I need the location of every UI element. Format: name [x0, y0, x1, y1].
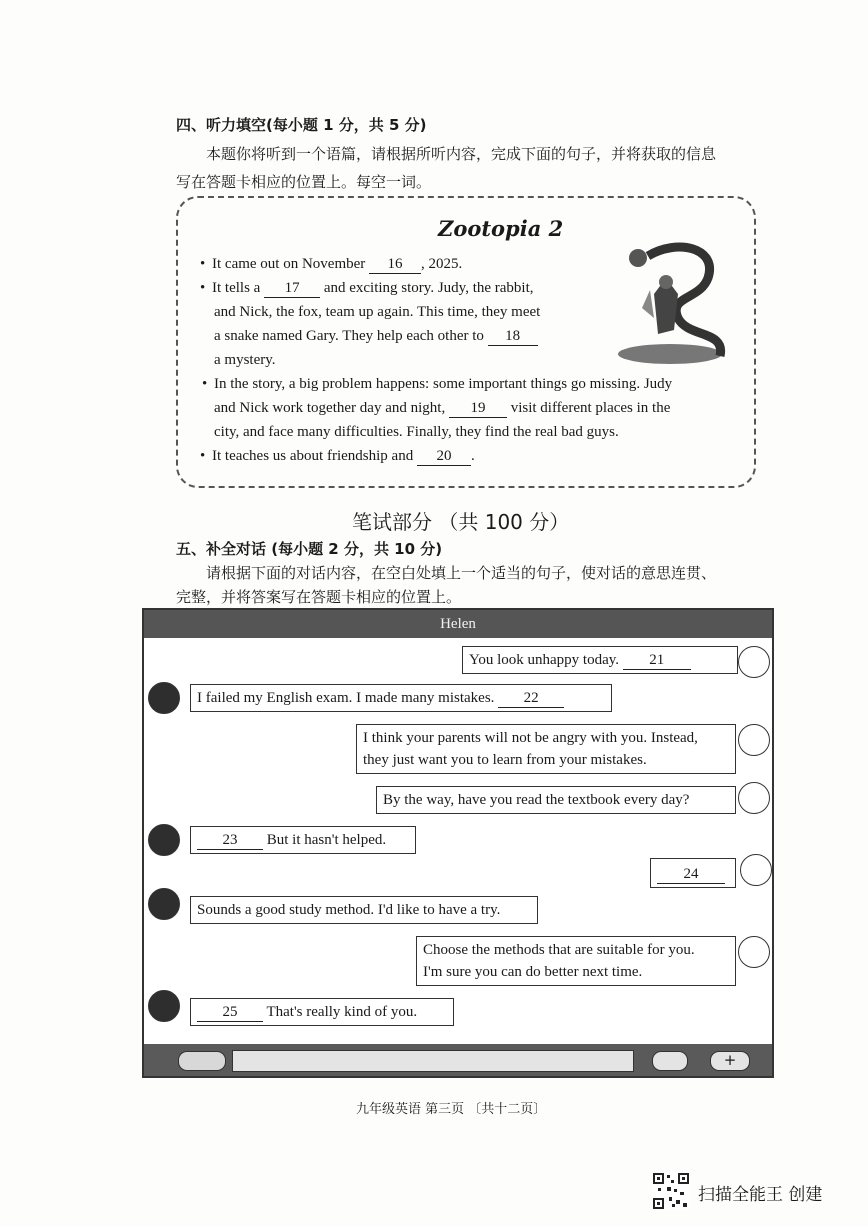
zootopia-illustration — [608, 238, 732, 366]
student-avatar — [148, 990, 180, 1022]
blank-23[interactable]: 23 — [197, 831, 263, 850]
blank-18[interactable]: 18 — [488, 327, 538, 346]
student-avatar — [148, 888, 180, 920]
bullet-3-line3: city, and face many difficulties. Finally, they find the real bad guys. — [214, 424, 619, 440]
blank-22[interactable]: 22 — [498, 689, 564, 708]
emoji-icon[interactable] — [652, 1051, 688, 1071]
bullet-2-line3: a snake named Gary. They help each other to 18 — [214, 324, 538, 348]
chat-message-method: Sounds a good study method. I'd like to have a try. — [190, 896, 538, 924]
chat-message-24 — [650, 858, 736, 888]
chat-input-bar — [144, 1044, 772, 1076]
helen-avatar — [738, 782, 770, 814]
chat-message-parents: I think your parents will not be angry with you. Instead, they just want you to learn from your mistakes. — [356, 724, 736, 774]
section5-instruction-line2: 完整，并将答案写在答题卡相应的位置上。 — [176, 588, 462, 606]
blank-21[interactable]: 21 — [623, 651, 691, 670]
student-avatar — [148, 682, 180, 714]
blank-16[interactable]: 16 — [369, 255, 421, 274]
blank-25[interactable]: 25 — [197, 1003, 263, 1022]
helen-avatar — [738, 724, 770, 756]
section4-instruction-line2: 写在答题卡相应的位置上。每空一词。 — [176, 173, 432, 191]
bullet-2-line4: a mystery. — [214, 352, 276, 368]
helen-avatar — [740, 854, 772, 886]
helen-avatar — [738, 646, 770, 678]
voice-icon[interactable] — [178, 1051, 226, 1071]
section4-heading: 四、听力填空(每小题 1 分，共 5 分) — [176, 116, 427, 134]
blank-17[interactable]: 17 — [264, 279, 320, 298]
chat-message-22: I failed my English exam. I made many mistakes. 22 — [190, 684, 612, 712]
add-icon[interactable]: + — [710, 1051, 750, 1071]
chat-message-23: 23 But it hasn't helped. — [190, 826, 416, 854]
bullet-3-line2: and Nick work together day and night, 19 visit different places in the — [214, 400, 671, 416]
blank-19[interactable]: 19 — [449, 399, 507, 418]
section5-heading: 五、补全对话 (每小题 2 分，共 10 分) — [176, 540, 443, 558]
helen-avatar — [738, 936, 770, 968]
blank-20[interactable]: 20 — [417, 447, 471, 466]
chat-message-21: You look unhappy today. 21 — [462, 646, 738, 674]
chat-header: Helen — [144, 610, 772, 638]
chat-message-25: 25 That's really kind of you. — [190, 998, 454, 1026]
chat-window — [142, 608, 774, 1078]
bullet-2-line2: and Nick, the fox, team up again. This time, they meet — [214, 304, 541, 320]
bullet-2: • It tells a 17 and exciting story. Judy, the rabbit, — [200, 280, 534, 296]
bullet-4: • It teaches us about friendship and 20 . — [200, 448, 475, 464]
scanner-watermark: 扫描全能王 创建 — [698, 1185, 823, 1205]
box-title: Zootopia 2 — [438, 216, 564, 241]
bullet-1: • It came out on November 16 , 2025. — [200, 256, 463, 272]
page-footer: 九年级英语 第三页 〔共十二页〕 — [356, 1102, 547, 1117]
written-section-title: 笔试部分 （共 100 分） — [352, 510, 570, 534]
qr-code-icon — [652, 1172, 690, 1210]
chat-message-textbook: By the way, have you read the textbook every day? — [376, 786, 736, 814]
chat-message-choose: Choose the methods that are suitable for you. I'm sure you can do better next time. — [416, 936, 736, 986]
message-input[interactable] — [232, 1050, 634, 1072]
blank-24[interactable]: 24 — [657, 865, 725, 884]
bullet-3: • In the story, a big problem happens: some important things go missing. Judy — [202, 376, 673, 392]
section5-instruction-line1: 请根据下面的对话内容，在空白处填上一个适当的句子，使对话的意思连贯、 — [206, 564, 717, 582]
section4-instruction-line1: 本题你将听到一个语篇，请根据所听内容，完成下面的句子，并将获取的信息 — [206, 145, 717, 163]
student-avatar — [148, 824, 180, 856]
